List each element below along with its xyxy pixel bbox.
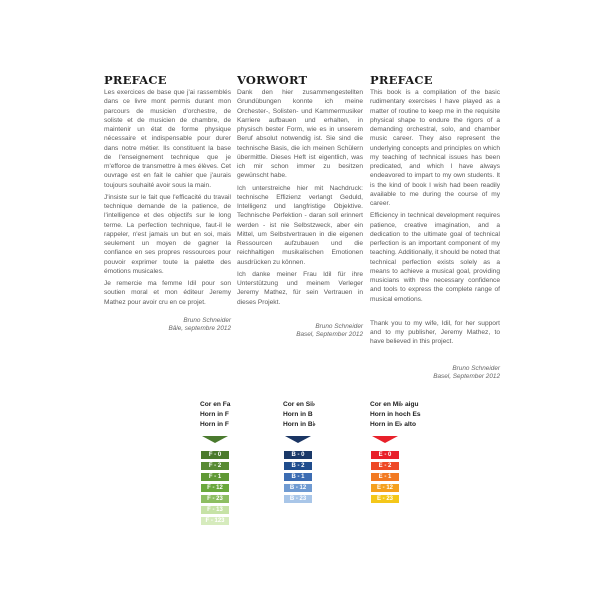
preface-french bbox=[104, 73, 231, 334]
fingering-badge: E - 1 bbox=[371, 473, 399, 481]
paragraph: Ich unterstreiche hier mit Nachdruck: technische Effizienz verlangt Geduld, Intelligenz und langfristige Objektive. Technische Perfektion - daran soll erinnert werden - ist nie Selbstzweck, aber ein Mittel, um Selbstvertrauen in die eigenen Ressourcen aufzubauen und die reichhaltigen musikalischen Emotionen ausdrücken zu können. bbox=[237, 184, 363, 266]
signature-place: Basel, September 2012 bbox=[433, 373, 500, 380]
paragraph: J'insiste sur le fait que l'efficacité du travail technique demande de la patience, de l'intelligence et des objectifs sur le long terme. La perfection technique, faut-il le rappeler, n'est jamais un but en soi, mais seulement un moyen de gagner la confiance en ses propres ressources pour pouvoir exprimer toute la palette des émotions musicales. bbox=[104, 193, 231, 275]
horn-name: Cor en Fa bbox=[200, 401, 231, 408]
horn-group bbox=[370, 400, 460, 503]
horn-name: Horn in F bbox=[200, 411, 229, 418]
signature-place: Bâle, septembre 2012 bbox=[168, 325, 231, 333]
fingering-badge: E - 23 bbox=[371, 495, 399, 503]
fingering-list bbox=[370, 451, 460, 503]
horn-name: Horn in E♭ alto bbox=[370, 421, 416, 428]
horn-group bbox=[283, 400, 373, 503]
down-arrow-icon bbox=[285, 436, 311, 443]
horn-name: Horn in B bbox=[283, 411, 313, 418]
fingering-badge: F - 2 bbox=[201, 462, 229, 470]
section-title: PREFACE bbox=[104, 73, 167, 87]
signature bbox=[370, 365, 500, 382]
paragraph: Ich danke meiner Frau Idil für ihre Unterstützung und meinem Verleger Jeremy Mathez, für sein Vertrauen in dieses Projekt. bbox=[237, 270, 363, 306]
section-title: VORWORT bbox=[237, 73, 308, 87]
horn-names bbox=[370, 400, 460, 430]
horn-names bbox=[200, 400, 290, 430]
signature-place: Basel, September 2012 bbox=[296, 331, 363, 339]
fingering-badge: B - 12 bbox=[284, 484, 312, 492]
paragraph: Dank den hier zusammengestellten Grundübungen konnte ich meine Orchester-, Solisten- und Kammermusiker Karriere aufbauen und erhalten, in physisch bester Form, wie es in unserem Beruf absolut notwendig ist. Sie sind die technische Basis, die ich meinen Schülern übermittle. Dieses Heft ist eigentlich, was ich mir schon immer zu besitzen gewünscht habe. bbox=[237, 89, 363, 180]
preface-german bbox=[237, 73, 363, 340]
horn-names bbox=[283, 400, 373, 430]
horn-name: Horn in F bbox=[200, 421, 229, 428]
fingering-badge: F - 123 bbox=[201, 517, 229, 525]
fingering-badge: B - 2 bbox=[284, 462, 312, 470]
down-arrow-icon bbox=[202, 436, 228, 443]
paragraph: This book is a compilation of the basic rudimentary exercises I have played as a matter of routine to keep me in the requisite physical shape to endure the rigors of a demanding orchestral, solo, and chamber music career. They also represent the underlying concepts and principles on which my teaching of technical issues has been predicated, and which I have always endeavored to impart to my own students. It is the kind of book I wish had been readily available to me during the course of my career. bbox=[370, 89, 500, 207]
signature-name: Bruno Schneider bbox=[183, 316, 231, 324]
paragraph: Les exercices de base que j'ai rassemblés dans ce livre mont permis durant mon parcours de musicien d'orchestre, de soliste et de musicien de chambre, de maintenir un état de forme physique nécessaire et indispensable pour durer dans notre métier. Ils constituent la base de l'enseignement technique que je m'efforce de transmettre à mes élèves. Cet ouvrage est en fait le cahier que j'aurais toujours souhaité avoir sous la main. bbox=[104, 89, 231, 189]
section-title: PREFACE bbox=[370, 73, 433, 87]
fingering-badge: E - 12 bbox=[371, 484, 399, 492]
signature-name: Bruno Schneider bbox=[315, 322, 363, 330]
fingering-badge: E - 2 bbox=[371, 462, 399, 470]
fingering-list bbox=[200, 451, 290, 525]
fingering-badge: B - 1 bbox=[284, 473, 312, 481]
fingering-badge: B - 0 bbox=[284, 451, 312, 459]
paragraph: Thank you to my wife, Idil, for her support and to my publisher, Jeremy Mathez, to have believed in this project. bbox=[370, 319, 500, 346]
paragraph: Efficiency in technical development requires patience, creative imagination, and a dedication to the ultimate goal of technical perfection is an important component of my teaching. Additionally, it should be noted that technical perfection exists solely as a means to achieve a musical goal, providing musicians with the necessary confidence and tools to express the complete range of musical emotions. bbox=[370, 212, 501, 303]
fingering-list bbox=[283, 451, 373, 503]
horn-name: Horn in B♭ bbox=[283, 421, 316, 428]
fingering-badge: F - 13 bbox=[201, 506, 229, 514]
horn-group bbox=[200, 400, 290, 525]
preface-english bbox=[370, 73, 500, 382]
down-arrow-icon bbox=[372, 436, 398, 443]
signature bbox=[104, 317, 231, 334]
fingering-badge: F - 0 bbox=[201, 451, 229, 459]
fingering-badge: B - 23 bbox=[284, 495, 312, 503]
fingering-badge: F - 12 bbox=[201, 484, 229, 492]
fingering-badge: F - 1 bbox=[201, 473, 229, 481]
horn-name: Horn in hoch Es bbox=[370, 411, 421, 418]
horn-name: Cor en Mi♭ aigu bbox=[370, 401, 419, 408]
paragraph: Je remercie ma femme Idil pour son soutien moral et mon éditeur Jeremy Mathez pour avoir cru en ce projet. bbox=[104, 280, 231, 306]
signature-name: Bruno Schneider bbox=[452, 364, 500, 372]
signature bbox=[237, 323, 363, 340]
fingering-badge: E - 0 bbox=[371, 451, 399, 459]
fingering-badge: F - 23 bbox=[201, 495, 229, 503]
horn-name: Cor en Si♭ bbox=[283, 401, 316, 408]
